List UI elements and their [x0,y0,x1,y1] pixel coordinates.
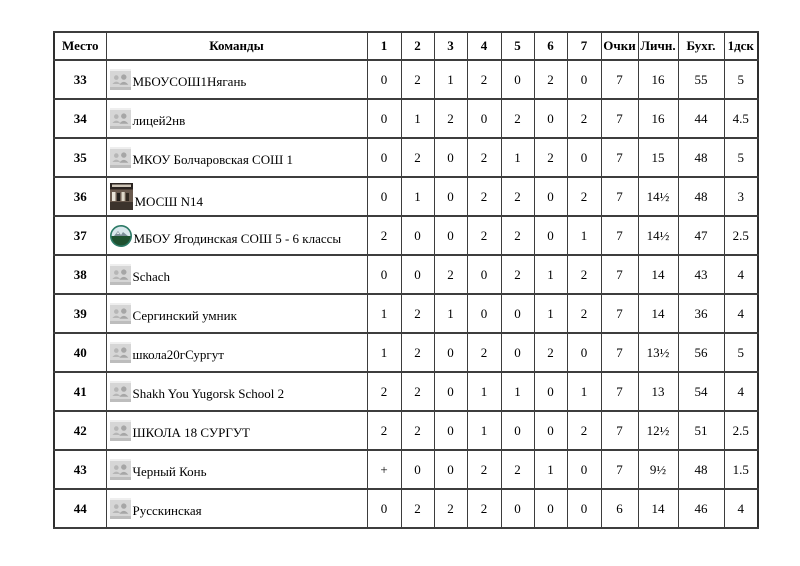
people-placeholder-icon [110,459,131,480]
buchholz-cell: 46 [678,489,724,528]
buchholz-cell: 56 [678,333,724,372]
round-4-cell: 2 [467,333,501,372]
team-entry [107,420,367,441]
round-2-cell: 1 [401,99,434,138]
team-name: МБОУСОШ1Нягань [132,74,247,90]
place-cell: 41 [54,372,106,411]
buchholz-cell: 47 [678,216,724,255]
round-5-cell: 2 [501,177,534,216]
column-header: Бухг. [678,32,724,60]
round-7-cell: 0 [567,489,601,528]
people-placeholder-icon [110,420,131,441]
personal-score-cell: 14½ [638,216,678,255]
round-7-cell: 0 [567,450,601,489]
first-board-cell: 4 [724,294,758,333]
standings-table [53,31,759,529]
table-row [54,372,758,411]
people-placeholder-icon [110,381,131,402]
people-placeholder-icon [110,498,131,519]
round-1-cell: 0 [367,60,401,99]
round-6-cell: 2 [534,138,567,177]
buchholz-cell: 48 [678,450,724,489]
team-name: лицей2нв [132,113,186,129]
round-1-cell: 0 [367,177,401,216]
points-cell: 7 [601,372,638,411]
first-board-cell: 4 [724,372,758,411]
table-row [54,99,758,138]
round-3-cell: 1 [434,294,467,333]
points-cell: 7 [601,255,638,294]
team-cell [106,177,367,216]
standings-table-container [53,31,759,529]
points-cell: 7 [601,294,638,333]
round-6-cell: 0 [534,489,567,528]
first-board-cell: 2.5 [724,216,758,255]
team-entry [107,498,367,519]
table-body [54,60,758,528]
round-4-cell: 1 [467,411,501,450]
round-4-cell: 1 [467,372,501,411]
first-board-cell: 4.5 [724,99,758,138]
round-6-cell: 1 [534,255,567,294]
round-1-cell: 1 [367,333,401,372]
round-5-cell: 2 [501,216,534,255]
round-5-cell: 1 [501,372,534,411]
team-name: ШКОЛА 18 СУРГУТ [132,425,251,441]
round-7-cell: 0 [567,138,601,177]
team-name: Schach [132,269,171,285]
place-cell: 34 [54,99,106,138]
round-6-cell: 1 [534,294,567,333]
points-cell: 7 [601,450,638,489]
table-row [54,60,758,99]
team-entry [107,147,367,168]
round-1-cell: 0 [367,255,401,294]
personal-score-cell: 16 [638,60,678,99]
personal-score-cell: 12½ [638,411,678,450]
personal-score-cell: 15 [638,138,678,177]
round-6-cell: 0 [534,177,567,216]
buchholz-cell: 48 [678,138,724,177]
globe-logo-icon [110,225,132,247]
place-cell: 33 [54,60,106,99]
round-3-cell: 0 [434,450,467,489]
team-name: Русскинская [132,503,202,519]
table-header [54,32,758,60]
round-7-cell: 2 [567,411,601,450]
buchholz-cell: 48 [678,177,724,216]
round-3-cell: 0 [434,216,467,255]
points-cell: 7 [601,333,638,372]
team-cell [106,411,367,450]
points-cell: 7 [601,411,638,450]
round-3-cell: 0 [434,177,467,216]
round-5-cell: 1 [501,138,534,177]
round-4-cell: 0 [467,255,501,294]
round-4-cell: 0 [467,294,501,333]
column-header: 1дск [724,32,758,60]
round-2-cell: 2 [401,333,434,372]
table-row [54,333,758,372]
place-cell: 38 [54,255,106,294]
round-2-cell: 2 [401,489,434,528]
round-2-cell: 1 [401,177,434,216]
place-cell: 37 [54,216,106,255]
round-5-cell: 2 [501,450,534,489]
team-cell [106,294,367,333]
points-cell: 7 [601,177,638,216]
team-name: Сергинский умник [132,308,237,324]
column-header: 3 [434,32,467,60]
points-cell: 7 [601,99,638,138]
round-7-cell: 0 [567,333,601,372]
team-name: школа20гСургут [132,347,224,363]
place-cell: 40 [54,333,106,372]
team-entry [107,342,367,363]
round-1-cell: 2 [367,411,401,450]
team-entry [107,108,367,129]
header-row [54,32,758,60]
people-placeholder-icon [110,303,131,324]
people-placeholder-icon [110,264,131,285]
round-2-cell: 2 [401,411,434,450]
round-2-cell: 0 [401,255,434,294]
team-cell [106,372,367,411]
table-row [54,255,758,294]
column-header: 6 [534,32,567,60]
round-1-cell: 0 [367,99,401,138]
table-row [54,177,758,216]
place-cell: 43 [54,450,106,489]
round-3-cell: 0 [434,333,467,372]
first-board-cell: 5 [724,333,758,372]
round-2-cell: 2 [401,138,434,177]
round-5-cell: 0 [501,489,534,528]
first-board-cell: 2.5 [724,411,758,450]
column-header: 5 [501,32,534,60]
table-row [54,216,758,255]
personal-score-cell: 14 [638,255,678,294]
team-name: МБОУ Ягодинская СОШ 5 - 6 классы [133,230,342,246]
round-4-cell: 2 [467,450,501,489]
place-cell: 42 [54,411,106,450]
personal-score-cell: 9½ [638,450,678,489]
table-row [54,411,758,450]
team-entry [107,225,367,247]
buchholz-cell: 54 [678,372,724,411]
round-2-cell: 2 [401,294,434,333]
round-1-cell: 2 [367,372,401,411]
points-cell: 6 [601,489,638,528]
round-6-cell: 2 [534,333,567,372]
round-3-cell: 1 [434,60,467,99]
round-1-cell: 1 [367,294,401,333]
personal-score-cell: 14 [638,294,678,333]
round-1-cell: 0 [367,138,401,177]
table-row [54,138,758,177]
column-header: 4 [467,32,501,60]
table-row [54,450,758,489]
personal-score-cell: 14 [638,489,678,528]
first-board-cell: 5 [724,60,758,99]
team-entry [107,459,367,480]
place-cell: 35 [54,138,106,177]
team-cell [106,255,367,294]
round-1-cell: 0 [367,489,401,528]
team-entry [107,303,367,324]
team-name: МКОУ Болчаровская СОШ 1 [132,152,293,168]
round-7-cell: 2 [567,255,601,294]
round-2-cell: 2 [401,60,434,99]
people-placeholder-icon [110,147,131,168]
first-board-cell: 5 [724,138,758,177]
round-1-cell: + [367,450,401,489]
first-board-cell: 3 [724,177,758,216]
round-4-cell: 2 [467,138,501,177]
team-name: Черный Конь [132,464,207,480]
round-3-cell: 0 [434,138,467,177]
buchholz-cell: 43 [678,255,724,294]
round-5-cell: 2 [501,255,534,294]
round-5-cell: 0 [501,60,534,99]
round-5-cell: 0 [501,411,534,450]
round-4-cell: 0 [467,99,501,138]
team-cell [106,138,367,177]
round-6-cell: 0 [534,411,567,450]
first-board-cell: 4 [724,489,758,528]
people-placeholder-icon [110,69,131,90]
place-cell: 39 [54,294,106,333]
round-2-cell: 2 [401,372,434,411]
place-cell: 44 [54,489,106,528]
column-header: Место [54,32,106,60]
buchholz-cell: 44 [678,99,724,138]
first-board-cell: 1.5 [724,450,758,489]
round-3-cell: 2 [434,255,467,294]
round-6-cell: 2 [534,60,567,99]
column-header: Очки [601,32,638,60]
column-header: 1 [367,32,401,60]
round-6-cell: 1 [534,450,567,489]
team-cell [106,333,367,372]
round-4-cell: 2 [467,60,501,99]
round-2-cell: 0 [401,216,434,255]
round-3-cell: 0 [434,372,467,411]
team-entry [107,69,367,90]
team-cell [106,216,367,255]
table-row [54,489,758,528]
round-6-cell: 0 [534,216,567,255]
team-entry [107,381,367,402]
column-header: Команды [106,32,367,60]
round-2-cell: 0 [401,450,434,489]
round-4-cell: 2 [467,489,501,528]
round-3-cell: 2 [434,99,467,138]
round-6-cell: 0 [534,99,567,138]
personal-score-cell: 13½ [638,333,678,372]
round-5-cell: 0 [501,294,534,333]
round-3-cell: 0 [434,411,467,450]
column-header: Личн. [638,32,678,60]
points-cell: 7 [601,216,638,255]
personal-score-cell: 16 [638,99,678,138]
team-entry [107,183,367,210]
round-7-cell: 1 [567,216,601,255]
points-cell: 7 [601,138,638,177]
round-7-cell: 0 [567,60,601,99]
team-name: Shakh You Yugorsk School 2 [132,386,285,402]
team-photo-icon [110,183,133,210]
team-cell [106,60,367,99]
buchholz-cell: 51 [678,411,724,450]
place-cell: 36 [54,177,106,216]
personal-score-cell: 14½ [638,177,678,216]
round-3-cell: 2 [434,489,467,528]
round-5-cell: 0 [501,333,534,372]
team-cell [106,99,367,138]
round-5-cell: 2 [501,99,534,138]
round-1-cell: 2 [367,216,401,255]
column-header: 7 [567,32,601,60]
team-cell [106,489,367,528]
round-7-cell: 2 [567,99,601,138]
buchholz-cell: 36 [678,294,724,333]
buchholz-cell: 55 [678,60,724,99]
team-entry [107,264,367,285]
round-7-cell: 1 [567,372,601,411]
table-row [54,294,758,333]
team-cell [106,450,367,489]
round-4-cell: 2 [467,216,501,255]
round-6-cell: 0 [534,372,567,411]
round-7-cell: 2 [567,294,601,333]
people-placeholder-icon [110,342,131,363]
column-header: 2 [401,32,434,60]
people-placeholder-icon [110,108,131,129]
team-name: МОСШ N14 [134,194,204,210]
personal-score-cell: 13 [638,372,678,411]
first-board-cell: 4 [724,255,758,294]
round-4-cell: 2 [467,177,501,216]
round-7-cell: 2 [567,177,601,216]
points-cell: 7 [601,60,638,99]
